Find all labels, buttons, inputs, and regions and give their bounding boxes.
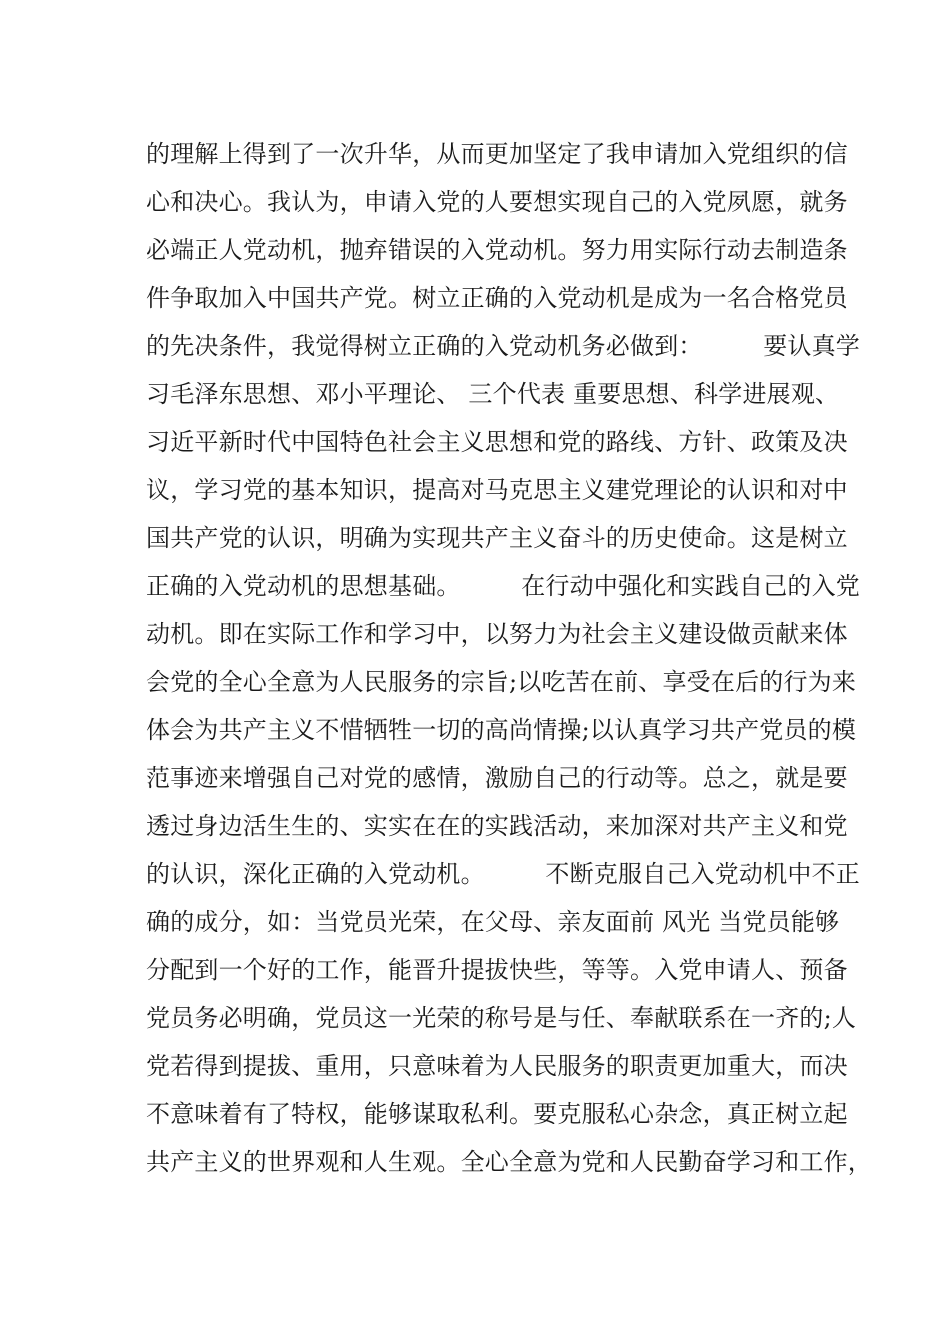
text-line: 会党的全心全意为人民服务的宗旨;以吃苦在前、享受在后的行为来: [146, 668, 857, 696]
text-line: 透过身边活生生的、实实在在的实践活动，来加深对共产主义和党: [146, 812, 848, 840]
text-line: 体会为共产主义不惜牺牲一切的高尚情操;以认真学习共产党员的模: [146, 716, 857, 744]
text-line: 的认识，深化正确的入党动机。 不断克服自己入党动机中不正: [146, 860, 860, 888]
text-line: 不意味着有了特权，能够谋取私利。要克服私心杂念，真正树立起: [146, 1100, 848, 1128]
text-line: 的先决条件，我觉得树立正确的入党动机务必做到： 要认真学: [146, 332, 860, 360]
text-line: 必端正人党动机，抛弃错误的入党动机。努力用实际行动去制造条: [146, 236, 848, 264]
text-line: 党员务必明确，党员这一光荣的称号是与任、奉献联系在一齐的;人: [146, 1004, 857, 1032]
text-line: 党若得到提拔、重用，只意味着为人民服务的职责更加重大，而决: [146, 1052, 848, 1080]
text-line: 习毛泽东思想、邓小平理论、 三个代表 重要思想、科学进展观、: [146, 380, 840, 408]
body-text: [146, 130, 872, 1186]
text-line: 动机。即在实际工作和学习中，以努力为社会主义建设做贡献来体: [146, 620, 848, 648]
text-line: 习近平新时代中国特色社会主义思想和党的路线、方针、政策及决: [146, 428, 848, 456]
text-line: 共产主义的世界观和人生观。全心全意为党和人民勤奋学习和工作，: [146, 1148, 872, 1176]
text-line: 国共产党的认识，明确为实现共产主义奋斗的历史使命。这是树立: [146, 524, 848, 552]
text-line: 确的成分，如：当党员光荣，在父母、亲友面前 风光 当党员能够: [146, 908, 840, 936]
text-line: 议，学习党的基本知识，提高对马克思主义建党理论的认识和对中: [146, 476, 848, 504]
text-line: 件争取加入中国共产党。树立正确的入党动机是成为一名合格党员: [146, 284, 848, 312]
text-line: 分配到一个好的工作，能晋升提拔快些，等等。入党申请人、预备: [146, 956, 848, 984]
text-line: 范事迹来增强自己对党的感情，激励自己的行动等。总之，就是要: [146, 764, 848, 792]
text-line: 心和决心。我认为，申请入党的人要想实现自己的入党夙愿，就务: [146, 188, 848, 216]
text-line: 正确的入党动机的思想基础。 在行动中强化和实践自己的入党: [146, 572, 860, 600]
text-line: 的理解上得到了一次升华，从而更加坚定了我申请加入党组织的信: [146, 140, 848, 168]
